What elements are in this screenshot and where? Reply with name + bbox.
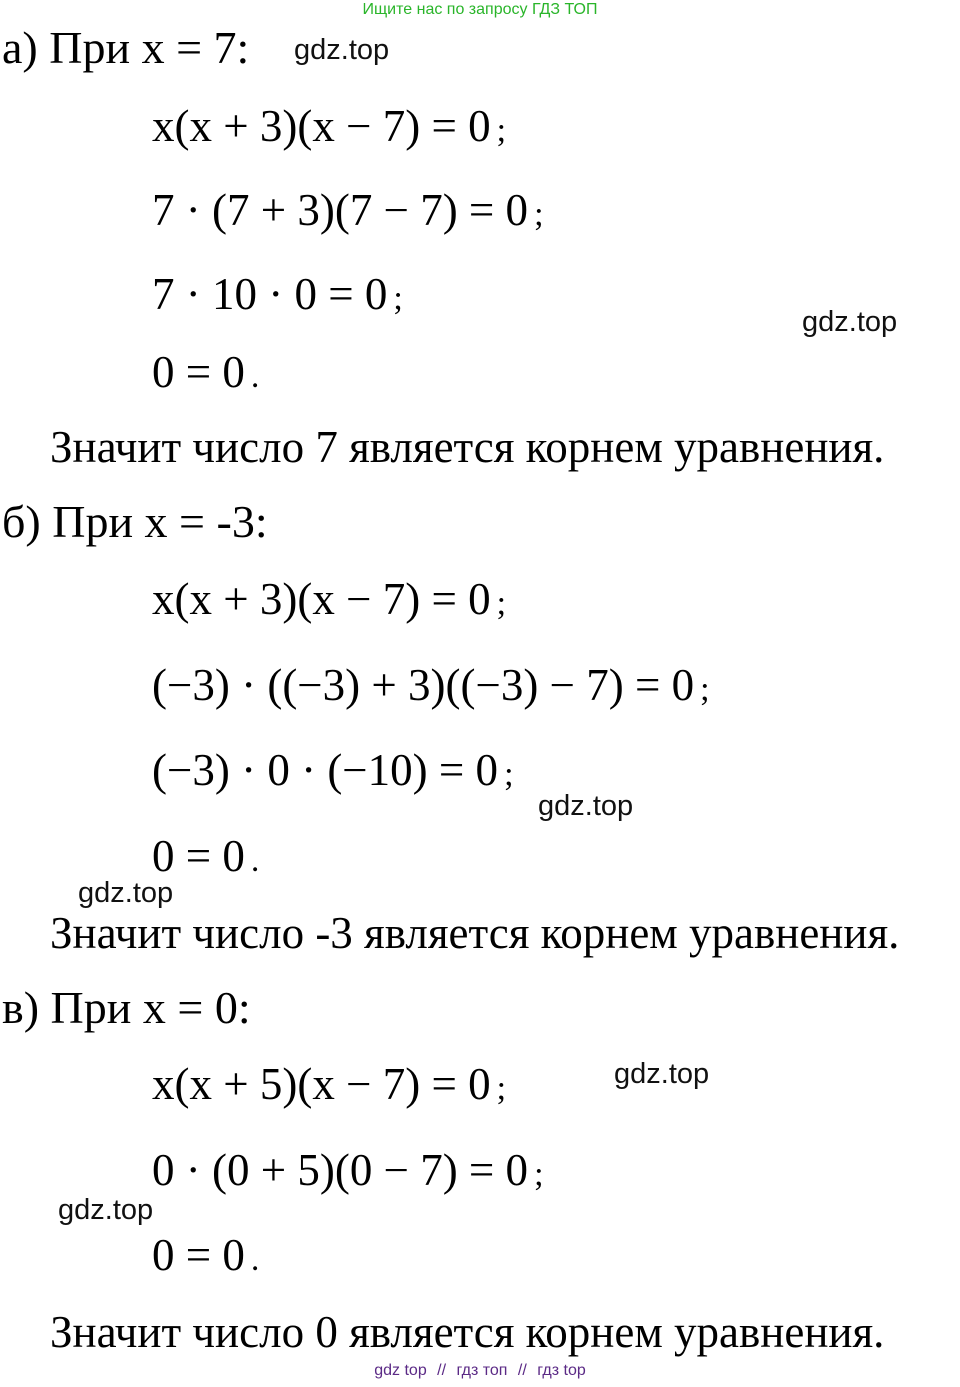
watermark: gdz.top	[614, 1058, 710, 1090]
section-a-line-2: 7 · (7 + 3)(7 − 7) = 0 ;	[152, 185, 544, 235]
section-a-line-1: x(x + 3)(x − 7) = 0 ;	[152, 101, 507, 151]
watermark: gdz.top	[802, 306, 898, 338]
section-b-line-3: (−3) · 0 · (−10) = 0 ;	[152, 745, 514, 795]
section-b-conclusion: Значит число -3 является корнем уравнения.	[50, 908, 900, 958]
section-b-heading: б) При x = -3:	[2, 496, 268, 547]
section-a-conclusion: Значит число 7 является корнем уравнения.	[50, 422, 885, 472]
footer-link[interactable]: гдз топ	[456, 1362, 508, 1379]
section-b-line-4: 0 = 0 .	[152, 831, 260, 881]
section-c-heading: в) При x = 0:	[2, 982, 251, 1033]
watermark: gdz.top	[538, 790, 634, 822]
section-c-line-3: 0 = 0 .	[152, 1230, 260, 1280]
footer-link[interactable]: гдз top	[537, 1362, 586, 1379]
watermark: gdz.top	[78, 877, 174, 909]
section-b-line-2: (−3) · ((−3) + 3)((−3) − 7) = 0 ;	[152, 660, 710, 710]
section-c-line-2: 0 · (0 + 5)(0 − 7) = 0 ;	[152, 1145, 544, 1195]
top-banner: Ищите нас по запросу ГДЗ ТОП	[362, 1, 598, 18]
section-c-line-1: x(x + 5)(x − 7) = 0 ;	[152, 1059, 507, 1109]
section-a-heading: а) При x = 7:	[2, 22, 250, 73]
section-b-line-1: x(x + 3)(x − 7) = 0 ;	[152, 574, 507, 624]
watermark: gdz.top	[58, 1194, 154, 1226]
section-a-line-4: 0 = 0 .	[152, 347, 260, 397]
section-c-conclusion: Значит число 0 является корнем уравнения.	[50, 1307, 885, 1357]
footer-links	[0, 1362, 960, 1380]
watermark: gdz.top	[294, 34, 390, 66]
footer-separator: //	[517, 1362, 527, 1379]
footer-separator: //	[437, 1362, 447, 1379]
section-a-line-3: 7 · 10 · 0 = 0 ;	[152, 269, 403, 319]
footer-link[interactable]: gdz top	[374, 1362, 427, 1379]
